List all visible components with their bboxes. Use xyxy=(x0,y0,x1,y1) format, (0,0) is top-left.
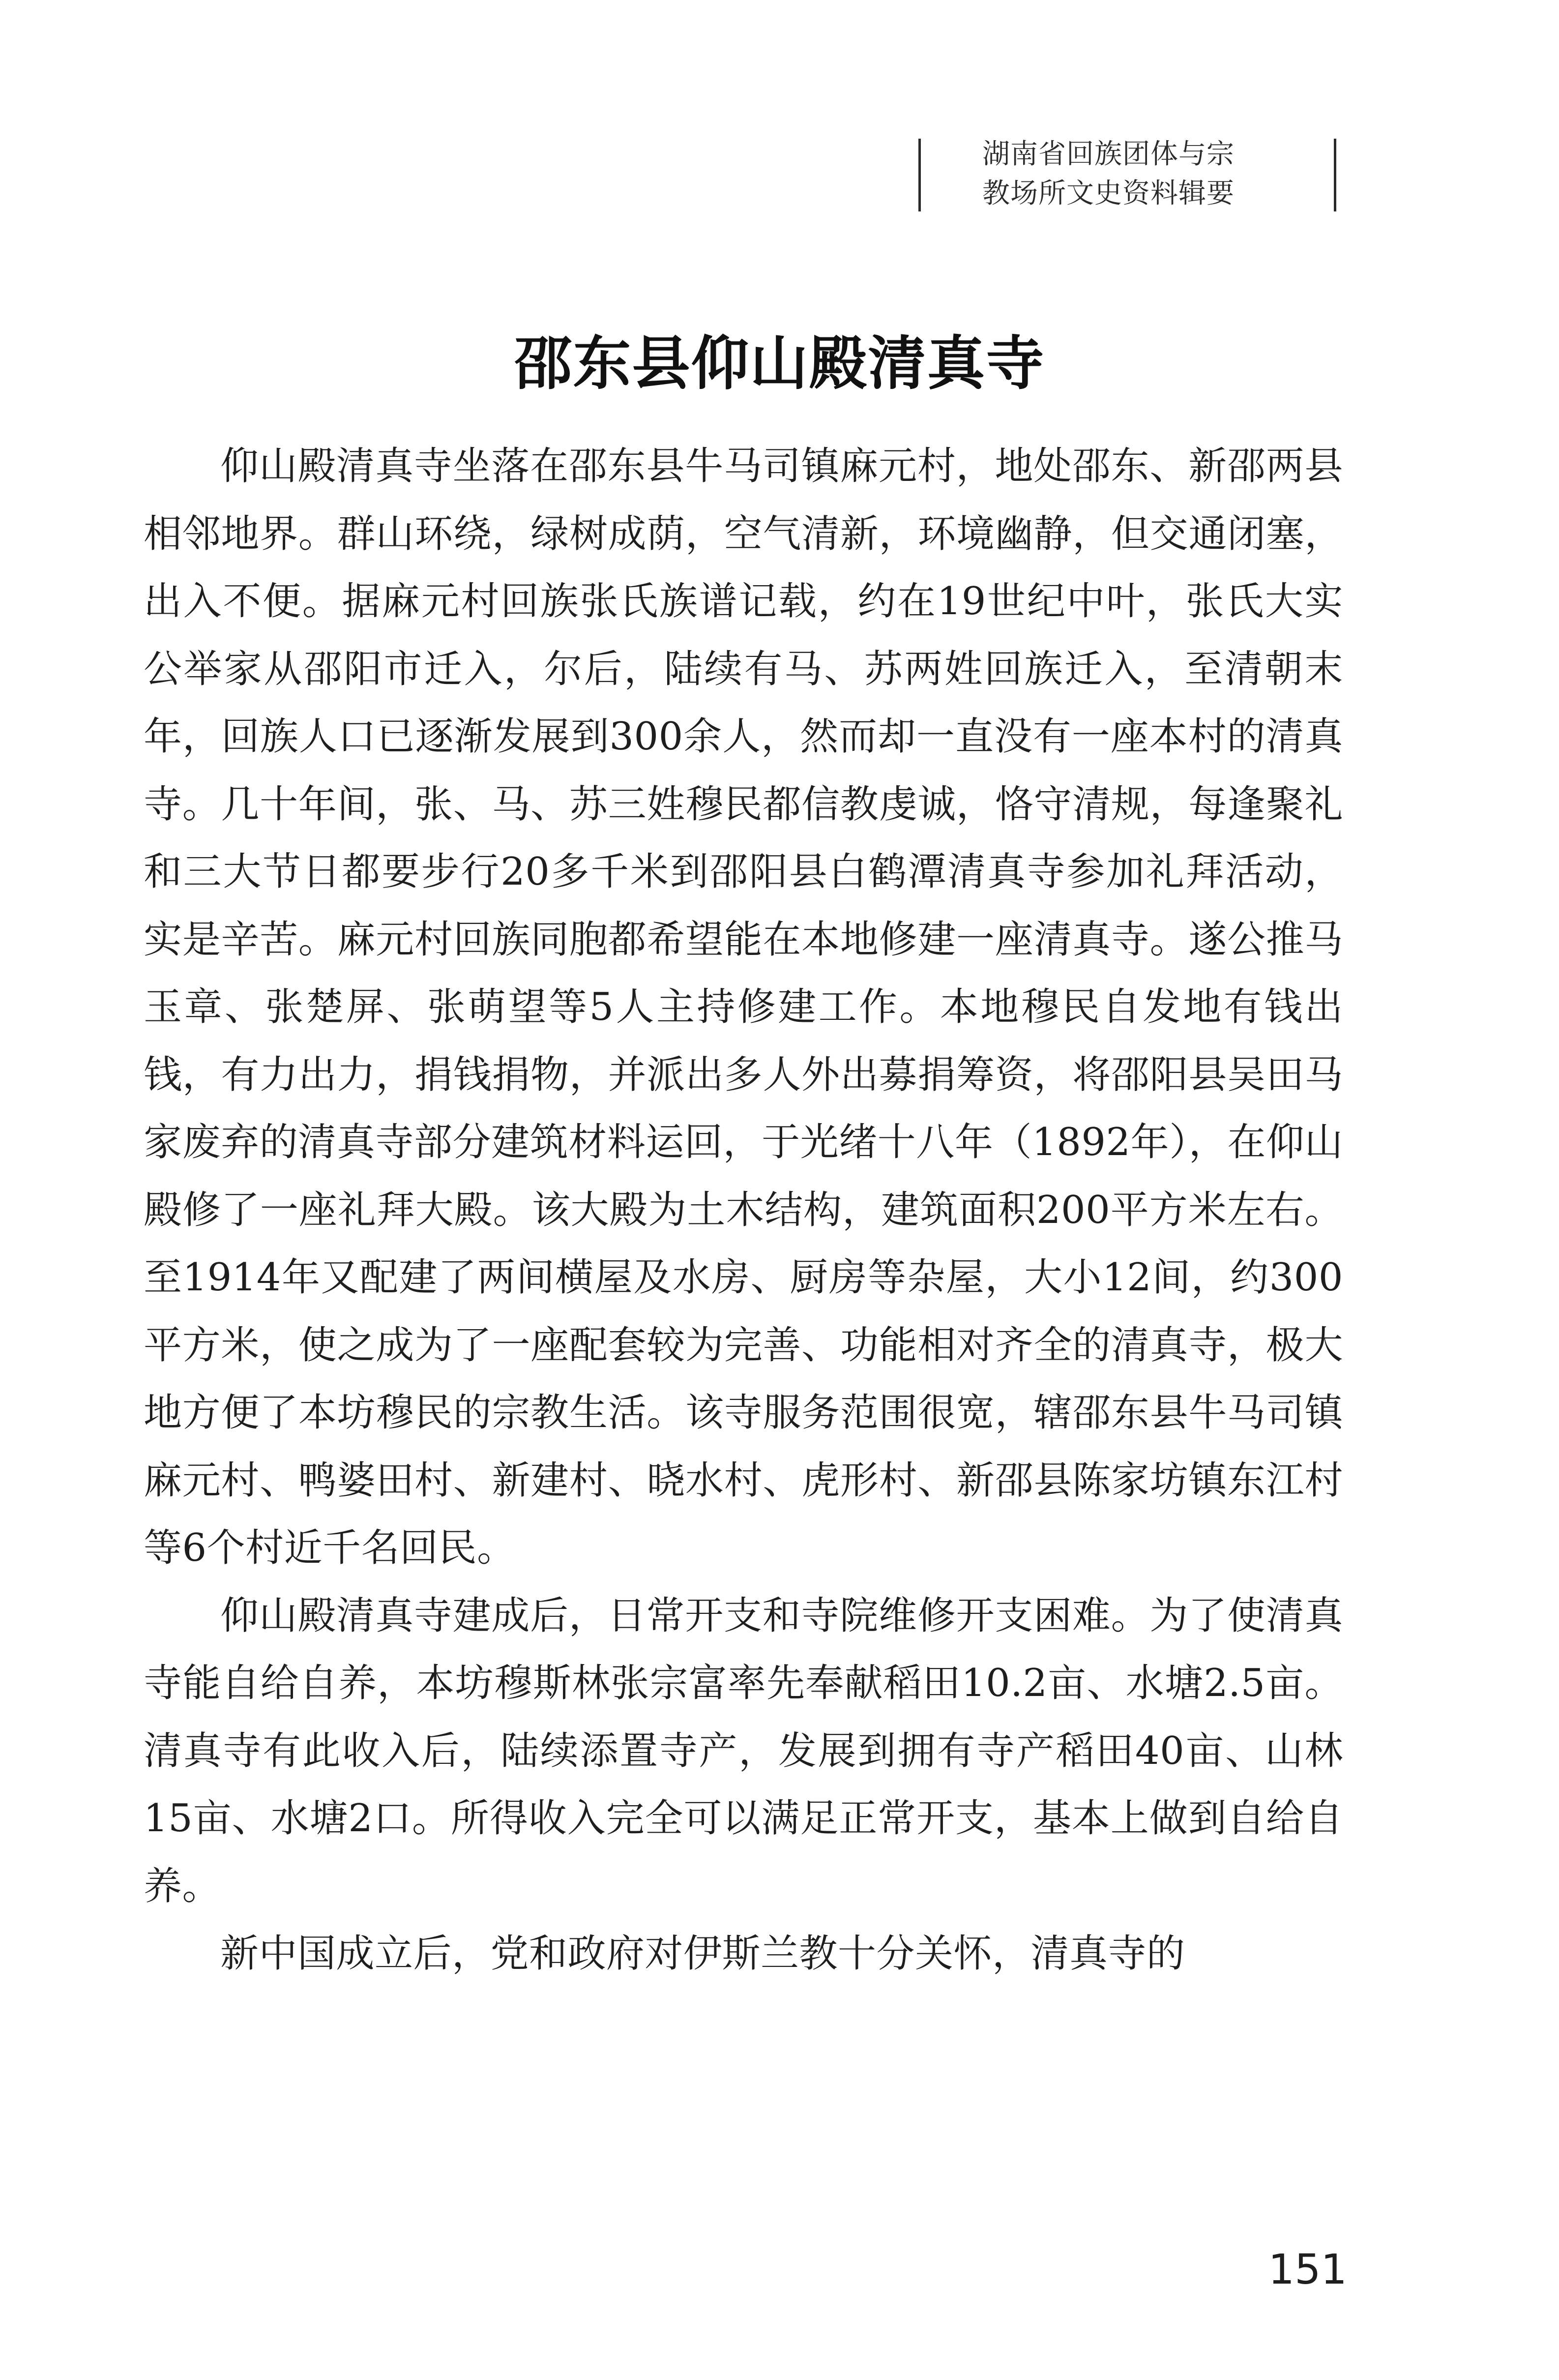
header-divider-left xyxy=(918,139,921,211)
paragraph-3: 新中国成立后，党和政府对伊斯兰教十分关怀，清真寺的 xyxy=(220,1932,1185,1976)
running-header xyxy=(918,139,1336,217)
page-number: 151 xyxy=(1268,2245,1347,2293)
paragraph-1: 仰山殿清真寺坐落在邵东县牛马司镇麻元村，地处邵东、新邵两县相邻地界。群山环绕，绿树成荫，空气清新，环境幽静，但交通闭塞，出入不便。据麻元村回族张氏族谱记载，约在19世纪中叶，张氏大实公举家从邵阳市迁入，尔后，陆续有马、苏两姓回族迁入，至清朝末年，回族人口已逐渐发展到300余人，然而却一直没有一座本村的清真寺。几十年间，张、马、苏三姓穆民都信教虔诚，恪守清规，每逢聚礼和三大节日都要步行20多千米到邵阳县白鹤潭清真寺参加礼拜活动，实是辛苦。麻元村回族同胞都希望能在本地修建一座清真寺。遂公推马玉章、张楚屏、张萌望等5人主持修建工作。本地穆民自发地有钱出钱，有力出力，捐钱捐物，并派出多人外出募捐筹资，将邵阳县吴田马家废弃的清真寺部分建筑材料运回，于光绪十八年（1892年），在仰山殿修了一座礼拜大殿。该大殿为土木结构，建筑面积200平方米左右。至1914年又配建了两间横屋及水房、厨房等杂屋，大小12间，约300平方米，使之成为了一座配套较为完善、功能相对齐全的清真寺，极大地方便了本坊穆民的宗教生活。该寺服务范围很宽，辖邵东县牛马司镇麻元村、鸭婆田村、新建村、晓水村、虎形村、新邵县陈家坊镇东江村等6个村近千名回民。 xyxy=(144,444,1343,1570)
paragraph-2: 仰山殿清真寺建成后，日常开支和寺院维修开支困难。为了使清真寺能自给自养，本坊穆斯林张宗富率先奉献稻田10.2亩、水塘2.5亩。清真寺有此收入后，陆续添置寺产，发展到拥有寺产稻田40亩、山林15亩、水塘2口。所得收入完全可以满足正常开支，基本上做到自给自养。 xyxy=(144,1593,1343,1908)
page-title: 邵东县仰山殿清真寺 xyxy=(514,329,1045,398)
book-title xyxy=(982,135,1277,213)
article-body xyxy=(144,433,1343,1988)
header-divider-right xyxy=(1334,139,1336,211)
book-title-line-2: 教场所文史资料辑要 xyxy=(982,178,1235,209)
book-title-line-1: 湖南省回族团体与宗 xyxy=(982,138,1235,170)
